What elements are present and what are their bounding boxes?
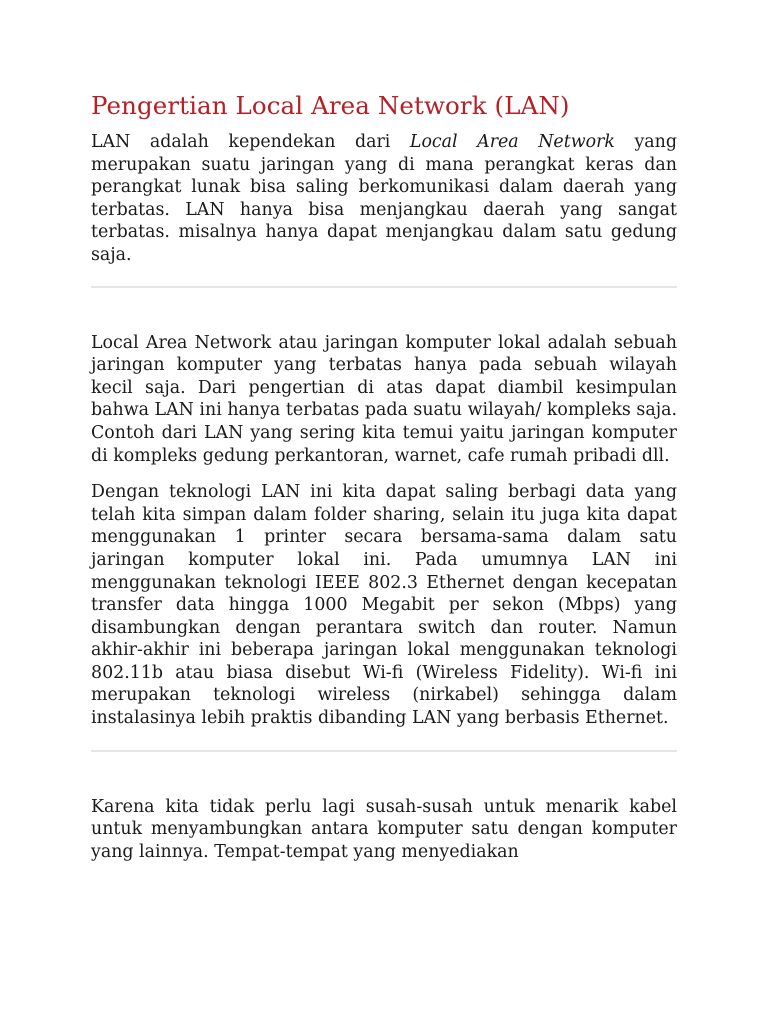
document-page xyxy=(91,88,677,863)
intro-lead: LAN adalah kependekan dari xyxy=(91,132,410,152)
paragraph-technology: Dengan teknologi LAN ini kita dapat saling berbagi data yang telah kita simpan dalam folder sharing, selain itu juga kita dapat menggunakan 1 printer secara bersama-sama dalam satu jaringan komputer lokal ini. Pada umumnya LAN ini menggunakan teknologi IEEE 802.3 Ethernet dengan kecepatan transfer data hingga 1000 Megabit per sekon (Mbps) yang disambungkan dengan perantara switch dan router. Namun akhir-akhir ini beberapa jaringan lokal menggunakan teknologi 802.11b atau biasa disebut Wi-fi (Wireless Fidelity). Wi-fi ini merupakan teknologi wireless (nirkabel) sehingga dalam instalasinya lebih praktis dibanding LAN yang berbasis Ethernet. xyxy=(91,482,677,729)
paragraph-definition: Local Area Network atau jaringan komputer lokal adalah sebuah jaringan komputer yang terbatas hanya pada sebuah wilayah kecil saja. Dari pengertian di atas dapat diambil kesimpulan bahwa LAN ini hanya terbatas pada suatu wilayah/ kompleks saja. Contoh dari LAN yang sering kita temui yaitu jaringan komputer di kompleks gedung perkantoran, warnet, cafe rumah pribadi dll. xyxy=(91,332,677,466)
intro-rest: yang merupakan suatu jaringan yang di mana perangkat keras dan perangkat lunak bisa saling berkomunikasi dalam daerah yang terbatas. LAN hanya bisa menjangkau daerah yang sangat terbatas. misalnya hanya dapat menjangkau dalam satu gedung saja. xyxy=(91,132,677,265)
section-divider xyxy=(91,286,677,288)
paragraph-intro xyxy=(91,131,677,267)
intro-term: Local Area Network xyxy=(409,132,615,152)
section-divider xyxy=(91,750,677,752)
page-title: Pengertian Local Area Network (LAN) xyxy=(91,91,570,120)
paragraph-continuation: Karena kita tidak perlu lagi susah-susah untuk menarik kabel untuk menyambungkan antara komputer satu dengan komputer yang lainnya. Tempat-tempat yang menyediakan xyxy=(91,796,677,862)
